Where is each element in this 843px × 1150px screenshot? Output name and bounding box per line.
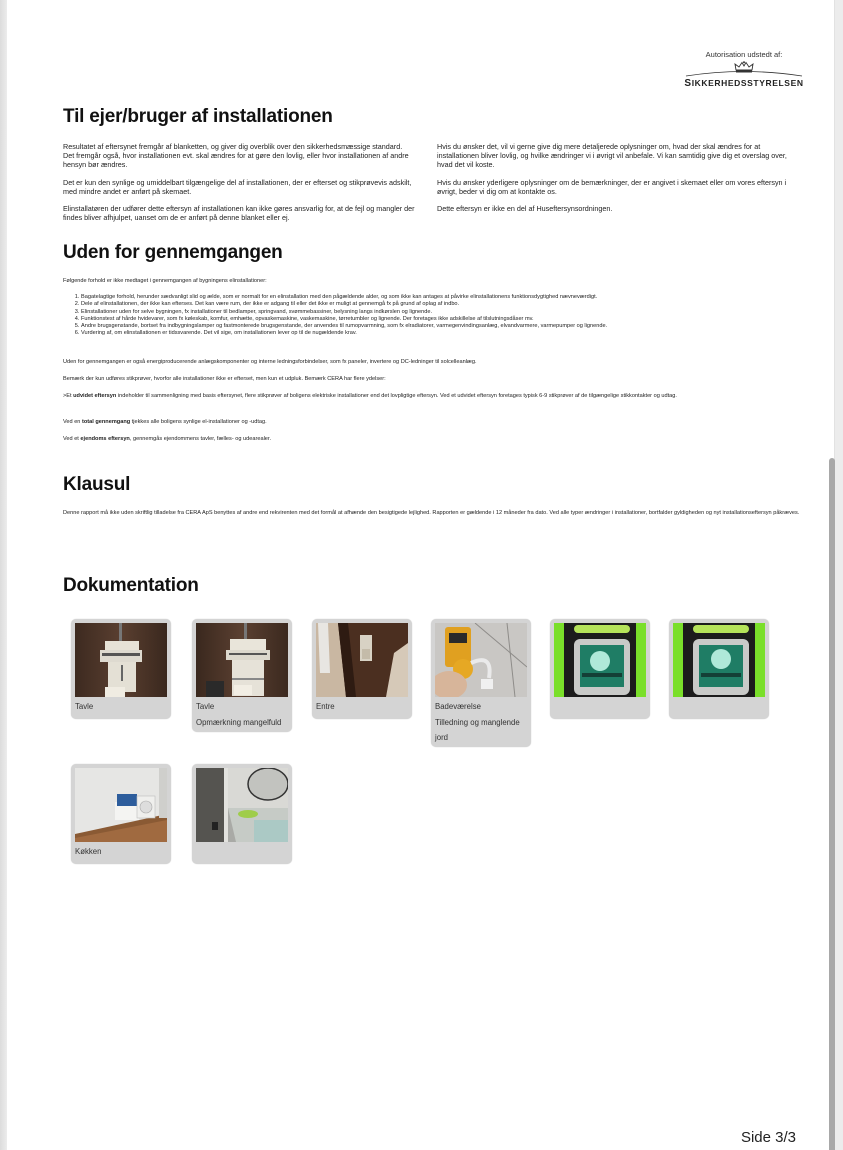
property-inspection-note: Ved et ejendoms eftersyn, gennemgås ejendommens tavler, fælles- og udearealer.: [63, 436, 272, 442]
photo-caption: Entre: [316, 702, 335, 711]
sample-note: Bemærk der kun udføres stikprøver, hvorfor alle installationer ikke er efterset, men kun et udpluk. Bemærk CERA har flere ydelser:: [63, 376, 386, 382]
owner-paragraph-4: Hvis du ønsker det, vil vi gerne give dig mere detaljerede oplysninger om, hvad der skal ændres for at installationen bliver lovlig, og hvilke ændringer vi i øvrigt vil anbefale. Vi kan samtidig give dig et overslag over, hvad det vil koste.: [437, 142, 787, 169]
photo-card[interactable]: [312, 619, 412, 719]
excluded-section-title: Uden for gennemgangen: [63, 242, 283, 263]
owner-paragraph-3: Elinstallatøren der udfører dette eftersyn af installationen kan ikke gøres ansvarlig for, at de fejl og mangler der findes bliver afhjulpet, uanset om de er anført på denne blanket eller ej.: [63, 204, 415, 222]
hallway-fixture-photo[interactable]: [316, 623, 408, 697]
photo-card[interactable]: [669, 619, 769, 719]
documentation-section-title: Dokumentation: [63, 575, 199, 596]
owner-paragraph-5: Hvis du ønsker yderligere oplysninger om de bemærkninger, der er angivet i skemaet eller om vores eftersyn i øvrigt, beder vi dig om at kontakte os.: [437, 178, 787, 196]
authority-name: SIKKERHEDSSTYRELSEN: [684, 78, 804, 89]
page-number: Side 3/3: [740, 1129, 796, 1146]
owner-paragraph-6: Dette eftersyn er ikke en del af Huseftersynsordningen.: [437, 204, 613, 213]
electrical-panel-photo[interactable]: [75, 623, 167, 697]
photo-card[interactable]: [431, 619, 531, 747]
excluded-list: [63, 294, 821, 338]
photo-card[interactable]: [71, 764, 171, 864]
excluded-intro: Følgende forhold er ikke medtaget i gennemgangen af bygningens elinstallationer:: [63, 278, 267, 284]
photo-caption: Tavle: [75, 702, 94, 711]
photo-caption: Køkken: [75, 847, 102, 856]
excluded-item: 5. Andre brugsgenstande, bortset fra indbygningslamper og fastmonterede brugsgenstande, der anvendes til rumopvarmning, som fx elradiatorer, varmegenvindingsanlæg, elvandvarmere, varmepumper og lignende.: [81, 323, 821, 330]
under-sink-photo[interactable]: [196, 768, 288, 842]
installation-tester-photo[interactable]: [554, 623, 646, 697]
kitchen-outlet-photo[interactable]: [75, 768, 167, 842]
owner-paragraph-1: Resultatet af eftersynet fremgår af blanketten, og giver dig overblik over den sikkerhedsmæssige standard. Det fremgår også, hvor installationen evt. skal ændres for at gøre den lovlig, eller hvor installationen af andre hensyn bør ændres.: [63, 142, 409, 169]
photo-card[interactable]: [192, 764, 292, 864]
photo-card[interactable]: [192, 619, 292, 732]
photo-caption: Badeværelse Tilledning og manglende jord: [435, 702, 520, 742]
excluded-item: 2. Dele af elinstallationen, der ikke kan efterses. Det kan være rum, der ikke er adgang til eller det ikke er muligt at gennemgå fx på grund af oplag af indbo.: [81, 301, 821, 308]
photo-card[interactable]: [71, 619, 171, 719]
scrollbar-track[interactable]: [834, 0, 843, 1150]
total-inspection-note: Ved en total gennemgang tjekkes alle boligens synlige el-installationer og -udtag.: [63, 419, 267, 425]
energy-note: Uden for gennemgangen er også energiproducerende anlægskomponenter og interne ledningsforbindelser, som fx paneler, invertere og DC-ledninger til solcelleanlæg.: [63, 359, 477, 365]
excluded-item: 3. Elinstallationer uden for selve bygningen, fx installationer til bedlamper, springvand, svømmebassiner, belysning langs indkørslen og lignende.: [81, 309, 821, 316]
owner-section-title: Til ejer/bruger af installationen: [63, 106, 333, 127]
electrical-panel-photo[interactable]: [196, 623, 288, 697]
viewer-left-edge: [0, 0, 7, 1150]
authorization-label: Autorisation udstedt af:: [705, 50, 783, 59]
clamp-meter-photo[interactable]: [435, 623, 527, 697]
excluded-item: 6. Vurdering af, om elinstallationen er tidssvarende. Det vil sige, om installationen lever op til de nugældende krav.: [81, 330, 821, 337]
authority-logo: [679, 50, 809, 89]
report-page: [7, 0, 829, 1150]
extended-inspection-note: >Et udvidet eftersyn indeholder til sammenligning med basis eftersynet, flere stikprøver af boligens elektriske installationer end det lovpligtige eftersyn. Ved et udvidet eftersyn foretages typisk 6-9 stikprøver af de tilgængelige stikkontakter og udtag.: [63, 393, 677, 399]
clause-section-title: Klausul: [63, 474, 131, 495]
clause-text: Denne rapport må ikke uden skriftlig tilladelse fra CERA ApS benyttes af andre end rekvirenten med det formål at afhænde den besigtigede lejlighed. Rapporten er gældende i 12 måneder fra dato. Ved alle typer ændringer i installationer, bortfalder gyldigheden og nyt installationseftersyn påkræves.: [63, 510, 800, 516]
photo-card[interactable]: [550, 619, 650, 719]
installation-tester-photo[interactable]: [673, 623, 765, 697]
crown-icon: [684, 61, 804, 77]
scrollbar-thumb[interactable]: [829, 458, 835, 1150]
owner-paragraph-2: Det er kun den synlige og umiddelbart tilgængelige del af installationen, der er efterset og stikprøvevis adskilt, med mindre andet er anført på skemaet.: [63, 178, 412, 196]
photo-caption: Tavle Opmærkning mangelfuld: [196, 702, 282, 727]
excluded-item: 1. Bagatelagtige forhold, herunder sædvanligt slid og ælde, som er normalt for en elinstallation med den pågældende alder, og som ikke kan antages at påvirke elinstallationens funktionsdygtighed nævneværdigt.: [81, 294, 821, 301]
excluded-item: 4. Funktionstest af hårde hvidevarer, som fx køleskab, komfur, emhætte, opvaskemaskine, vaskemaskine, tørretumbler og lignende. Der foretages ikke adskillelse af tilslutningsdåser mv.: [81, 316, 821, 323]
